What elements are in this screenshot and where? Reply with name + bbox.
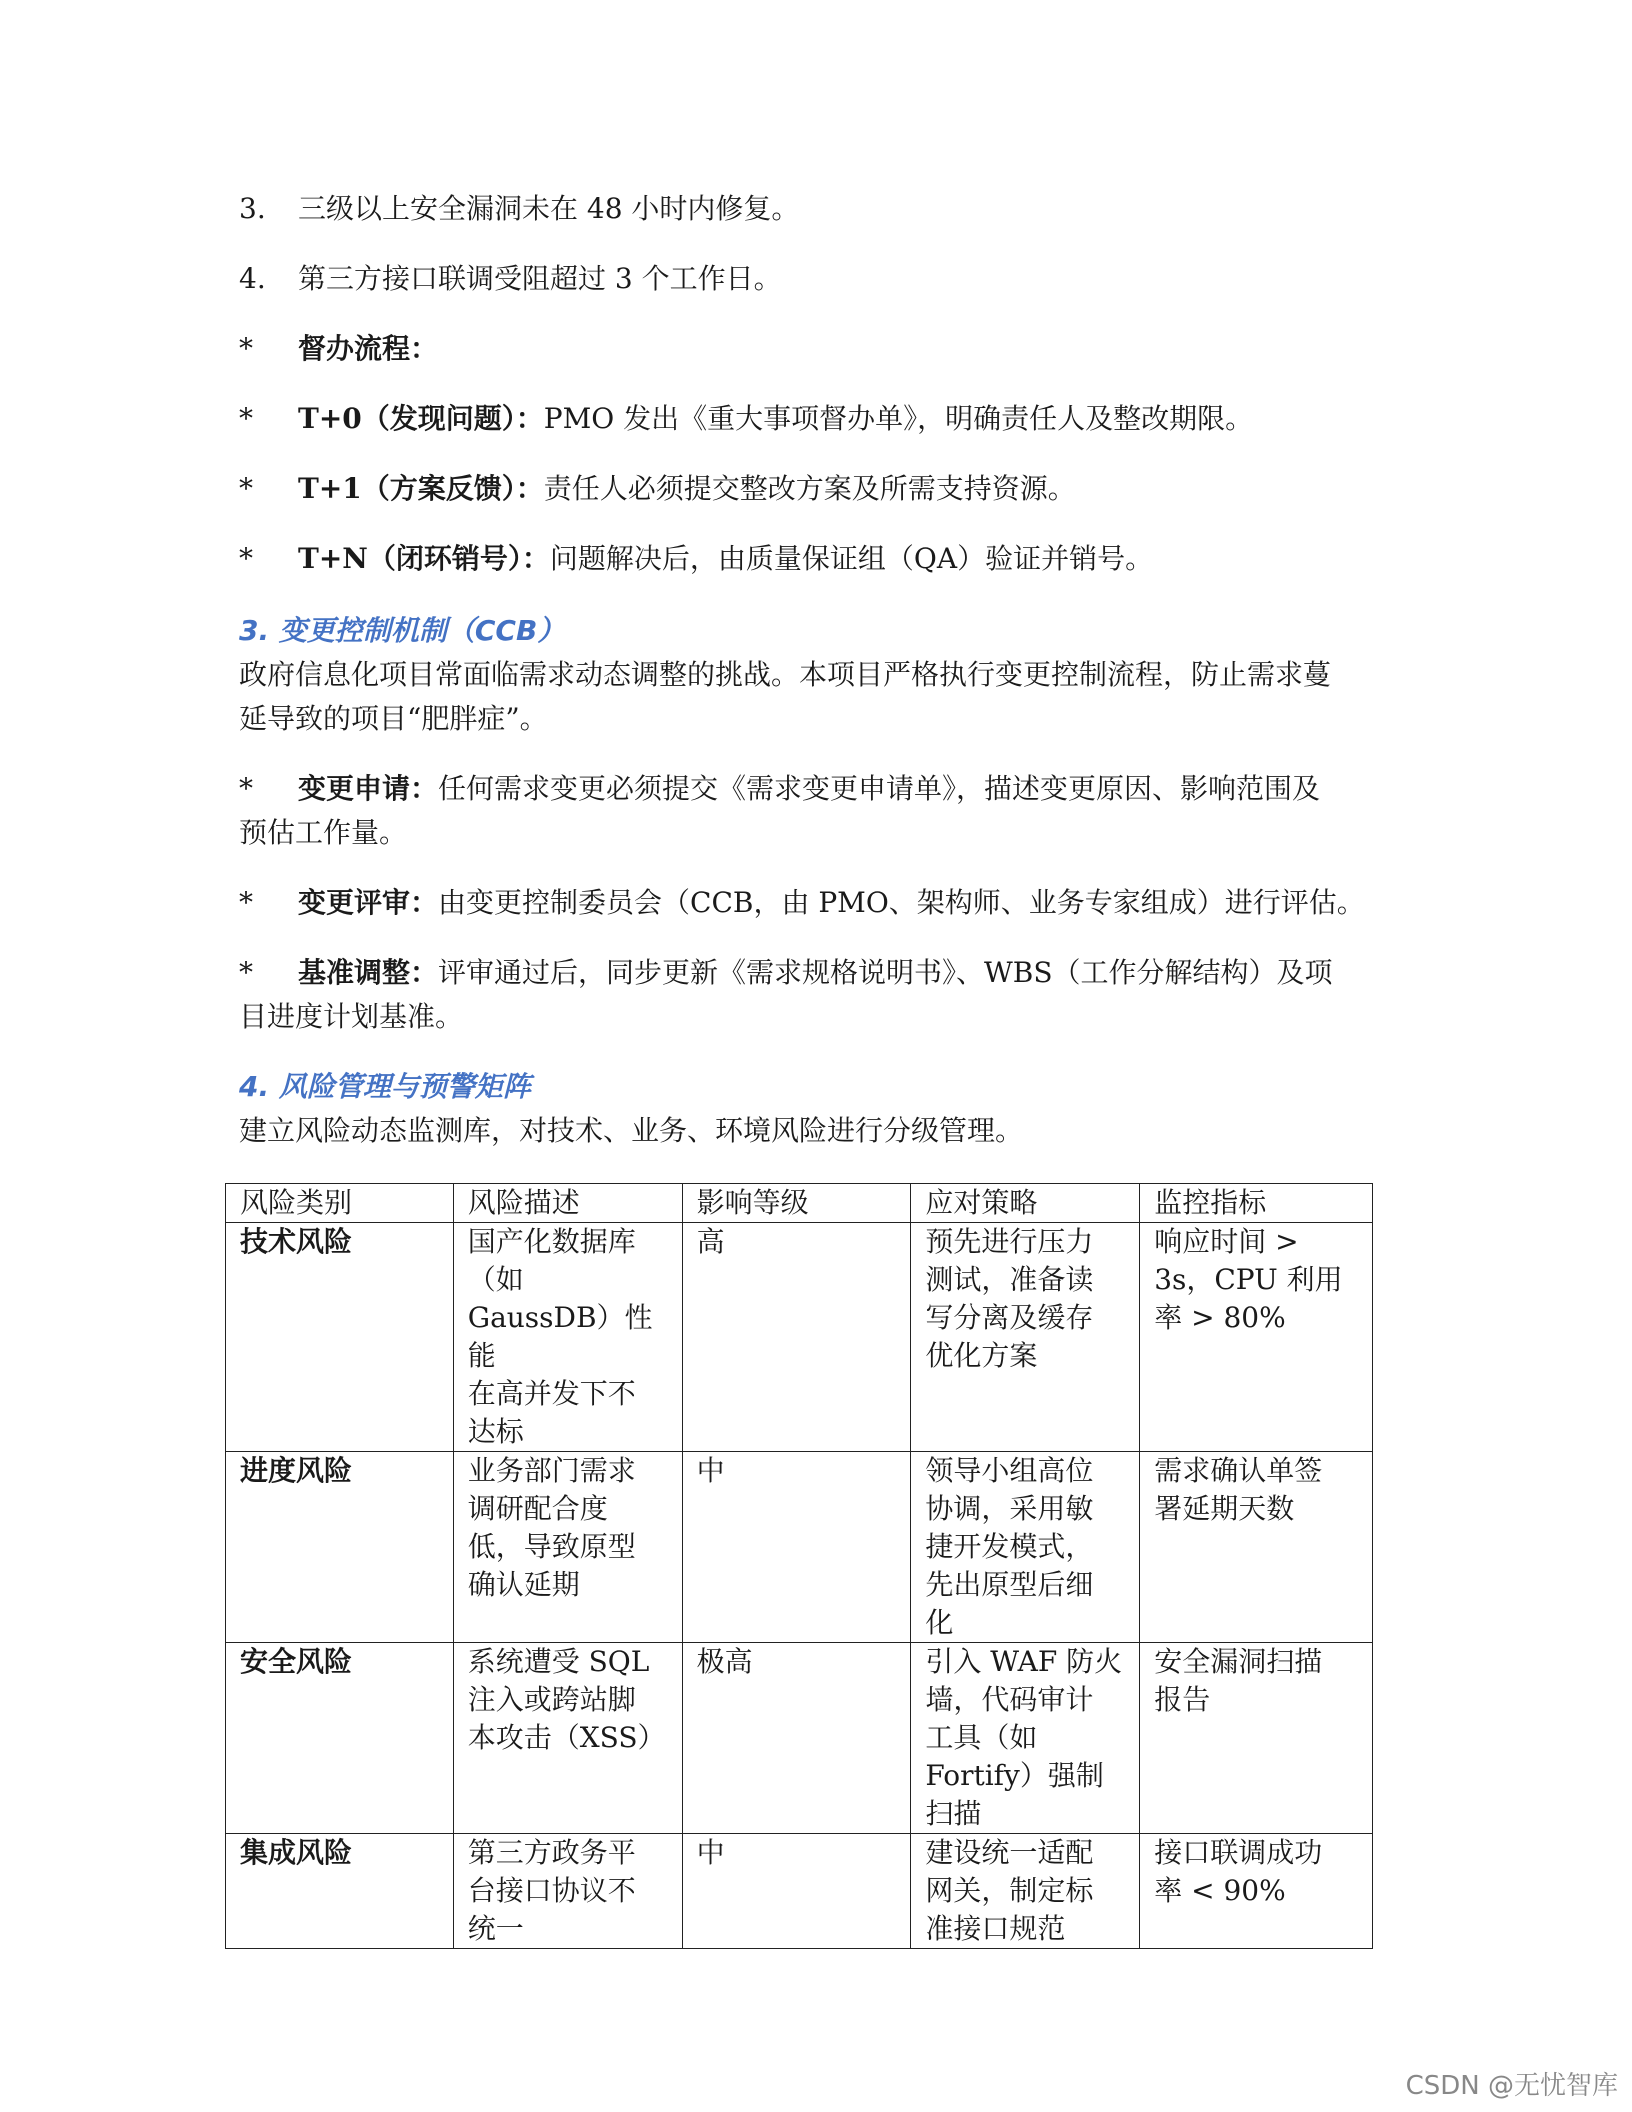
response-strategy: 建设统一适配 网关，制定标 准接口规范 bbox=[911, 1834, 1140, 1949]
column-header: 监控指标 bbox=[1140, 1184, 1373, 1223]
watermark: CSDN @无忧智库 bbox=[1405, 2071, 1618, 2101]
risk-category: 技术风险 bbox=[226, 1223, 454, 1452]
list-item-text: 第三方接口联调受阻超过 3 个工作日。 bbox=[298, 262, 782, 295]
bullet: * bbox=[239, 956, 253, 989]
supervision-step bbox=[298, 397, 1253, 441]
section-heading-ccb: 3. 变更控制机制（CCB） bbox=[239, 614, 566, 647]
risk-description: 第三方政务平 台接口协议不 统一 bbox=[453, 1834, 682, 1949]
list-number: 3. bbox=[239, 192, 266, 225]
risk-description: 业务部门需求 调研配合度 低，导致原型 确认延期 bbox=[453, 1452, 682, 1643]
table-row bbox=[226, 1643, 1373, 1834]
ccb-item bbox=[298, 881, 1365, 925]
monitor-metric: 响应时间 > 3s，CPU 利用 率 > 80% bbox=[1140, 1223, 1373, 1452]
table-row bbox=[226, 1223, 1373, 1452]
risk-category: 进度风险 bbox=[226, 1452, 454, 1643]
impact-level: 极高 bbox=[682, 1643, 911, 1834]
response-strategy: 预先进行压力 测试，准备读 写分离及缓存 优化方案 bbox=[911, 1223, 1140, 1452]
column-header: 应对策略 bbox=[911, 1184, 1140, 1223]
step-text: 问题解决后，由质量保证组（QA）验证并销号。 bbox=[549, 542, 1154, 575]
column-header: 风险类别 bbox=[226, 1184, 454, 1223]
ccb-item-text: 评审通过后，同步更新《需求规格说明书》、WBS（工作分解结构）及项 bbox=[438, 956, 1333, 989]
ccb-item-continuation: 目进度计划基准。 bbox=[239, 1000, 464, 1033]
monitor-metric: 需求确认单签 署延期天数 bbox=[1140, 1452, 1373, 1643]
step-label: T+1（方案反馈）： bbox=[298, 472, 544, 505]
ccb-item-label: 变更申请： bbox=[298, 772, 439, 805]
supervision-step bbox=[298, 537, 1153, 581]
monitor-metric: 接口联调成功 率 < 90% bbox=[1140, 1834, 1373, 1949]
ccb-item-text: 由变更控制委员会（CCB，由 PMO、架构师、业务专家组成）进行评估。 bbox=[438, 886, 1365, 919]
step-label: T+0（发现问题）： bbox=[298, 402, 544, 435]
ccb-item-label: 基准调整： bbox=[298, 956, 439, 989]
step-text: 责任人必须提交整改方案及所需支持资源。 bbox=[543, 472, 1076, 505]
ccb-item bbox=[298, 767, 1320, 811]
section-intro: 建立风险动态监测库，对技术、业务、环境风险进行分级管理。 bbox=[239, 1114, 1024, 1147]
impact-level: 中 bbox=[682, 1452, 911, 1643]
risk-description: 国产化数据库 （如 GaussDB）性能 在高并发下不 达标 bbox=[453, 1223, 682, 1452]
supervision-title: 督办流程： bbox=[298, 332, 439, 365]
bullet: * bbox=[239, 772, 253, 805]
risk-description: 系统遭受 SQL 注入或跨站脚 本攻击（XSS） bbox=[453, 1643, 682, 1834]
table-row bbox=[226, 1452, 1373, 1643]
ccb-item-text: 任何需求变更必须提交《需求变更申请单》，描述变更原因、影响范围及 bbox=[438, 772, 1321, 805]
section-heading-risk: 4. 风险管理与预警矩阵 bbox=[239, 1070, 531, 1103]
list-number: 4. bbox=[239, 262, 266, 295]
table-row bbox=[226, 1834, 1373, 1949]
bullet: * bbox=[239, 542, 253, 575]
bullet: * bbox=[239, 332, 253, 365]
risk-category: 安全风险 bbox=[226, 1643, 454, 1834]
risk-category: 集成风险 bbox=[226, 1834, 454, 1949]
table-header-row bbox=[226, 1184, 1373, 1223]
ccb-item-continuation: 预估工作量。 bbox=[239, 816, 408, 849]
supervision-step bbox=[298, 467, 1076, 511]
list-item-text: 三级以上安全漏洞未在 48 小时内修复。 bbox=[298, 192, 800, 225]
step-label: T+N（闭环销号）： bbox=[298, 542, 550, 575]
bullet: * bbox=[239, 472, 253, 505]
ccb-item-label: 变更评审： bbox=[298, 886, 439, 919]
monitor-metric: 安全漏洞扫描 报告 bbox=[1140, 1643, 1373, 1834]
ccb-item bbox=[298, 951, 1333, 995]
column-header: 风险描述 bbox=[453, 1184, 682, 1223]
step-text: PMO 发出《重大事项督办单》，明确责任人及整改期限。 bbox=[543, 402, 1254, 435]
bullet: * bbox=[239, 886, 253, 919]
column-header: 影响等级 bbox=[682, 1184, 911, 1223]
section-intro: 延导致的项目“肥胖症”。 bbox=[239, 702, 548, 735]
response-strategy: 引入 WAF 防火 墙，代码审计 工具（如 Fortify）强制 扫描 bbox=[911, 1643, 1140, 1834]
risk-matrix-table bbox=[225, 1183, 1373, 1949]
impact-level: 中 bbox=[682, 1834, 911, 1949]
bullet: * bbox=[239, 402, 253, 435]
response-strategy: 领导小组高位 协调，采用敏 捷开发模式， 先出原型后细 化 bbox=[911, 1452, 1140, 1643]
impact-level: 高 bbox=[682, 1223, 911, 1452]
section-intro: 政府信息化项目常面临需求动态调整的挑战。本项目严格执行变更控制流程，防止需求蔓 bbox=[239, 658, 1332, 691]
